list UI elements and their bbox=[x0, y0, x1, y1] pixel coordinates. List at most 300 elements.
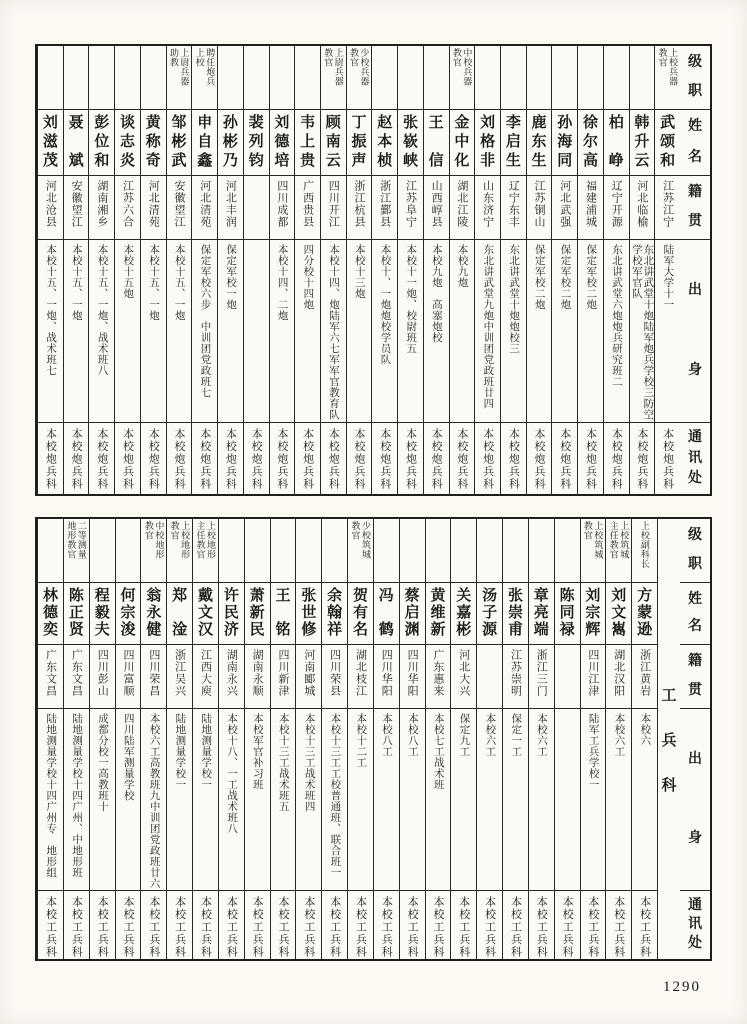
contact-cell-text: 本校炮兵科 bbox=[404, 428, 417, 491]
name-char: 翰 bbox=[327, 605, 343, 621]
name-char: 民 bbox=[223, 605, 239, 621]
person-column bbox=[551, 46, 577, 494]
header-char: 贯 bbox=[688, 214, 702, 229]
header-char: 职 bbox=[688, 84, 702, 99]
contact-cell-text: 本校炮兵科 bbox=[507, 428, 520, 491]
name-char: 桢 bbox=[377, 153, 393, 169]
name-char: 列 bbox=[248, 134, 264, 150]
origin-cell-text: 湖南永兴 bbox=[225, 649, 238, 697]
contact-cell-text: 本校炮兵科 bbox=[635, 428, 648, 491]
header-char: 职 bbox=[688, 557, 702, 572]
rank-cell bbox=[193, 519, 218, 583]
name-char: 黄 bbox=[430, 588, 446, 604]
background-cell bbox=[64, 709, 89, 891]
name-cell bbox=[322, 583, 347, 645]
rank-text: 上校地形 主任教官 bbox=[195, 521, 216, 569]
name-char: 尔 bbox=[582, 134, 598, 150]
background-cell bbox=[398, 240, 423, 423]
background-cell-text: 本校十三工战术班五 bbox=[277, 713, 289, 812]
background-cell-text: 本校十一炮、校尉班五 bbox=[405, 244, 417, 354]
background-cell bbox=[501, 240, 526, 423]
background-cell bbox=[244, 240, 269, 423]
name-char: 嶲 bbox=[611, 622, 627, 638]
name-char: 夫 bbox=[94, 622, 110, 638]
origin-cell-text: 江苏阜宁 bbox=[404, 180, 417, 228]
name-char: 何 bbox=[120, 588, 136, 604]
contact-cell-text: 本校工兵科 bbox=[276, 896, 289, 959]
contact-cell-text: 本校工兵科 bbox=[251, 896, 264, 959]
name-char: 汉 bbox=[198, 622, 214, 638]
background-cell bbox=[400, 709, 425, 891]
background-cell-text: 保定军校二炮 bbox=[585, 244, 597, 310]
origin-cell-text: 河北丰润 bbox=[224, 180, 237, 228]
name-cell bbox=[244, 110, 269, 176]
header-char: 名 bbox=[688, 619, 702, 634]
name-cell bbox=[141, 110, 166, 176]
name-char: 永 bbox=[146, 605, 162, 621]
name-cell bbox=[604, 110, 629, 176]
origin-cell bbox=[38, 176, 63, 240]
contact-cell-text: 本校炮兵科 bbox=[353, 428, 366, 491]
background-cell-text: 本校军官补习班 bbox=[251, 713, 263, 790]
background-cell bbox=[219, 709, 244, 891]
rank-cell bbox=[348, 519, 373, 583]
name-char: 位 bbox=[94, 134, 110, 150]
contact-cell-text: 本校工兵科 bbox=[173, 896, 186, 959]
rank-text: 上校地形 教官 bbox=[169, 521, 191, 569]
person-column bbox=[654, 46, 680, 494]
person-column bbox=[166, 46, 192, 494]
person-column bbox=[347, 519, 373, 959]
section-char: 科 bbox=[661, 777, 677, 794]
background-cell-text: 本校十五炮 bbox=[122, 244, 134, 299]
contact-cell bbox=[64, 891, 89, 959]
origin-cell-text: 四川新津 bbox=[276, 649, 289, 697]
contact-cell-text: 本校工兵科 bbox=[612, 896, 625, 959]
name-cell bbox=[296, 583, 321, 645]
contact-cell-text: 本校炮兵科 bbox=[172, 428, 185, 491]
rank-cell bbox=[38, 519, 63, 583]
contact-cell bbox=[503, 891, 528, 959]
background-cell-text: 四川陆军测量学校 bbox=[122, 713, 134, 801]
person-column bbox=[449, 46, 475, 494]
name-char: 方 bbox=[637, 588, 653, 604]
person-column bbox=[554, 519, 580, 959]
rank-cell bbox=[218, 46, 243, 110]
origin-cell-text: 四川成都 bbox=[275, 180, 288, 228]
person-column bbox=[166, 519, 192, 959]
background-cell bbox=[555, 709, 580, 891]
name-char: 源 bbox=[482, 622, 498, 638]
origin-cell bbox=[245, 645, 270, 709]
header-char: 级 bbox=[688, 55, 702, 70]
contact-cell-text: 本校炮兵科 bbox=[44, 428, 57, 491]
name-cell bbox=[578, 110, 603, 176]
contact-cell-text: 本校炮兵科 bbox=[661, 428, 674, 491]
contact-cell-text: 本校工兵科 bbox=[535, 896, 548, 959]
name-char: 自 bbox=[197, 134, 213, 150]
name-char: 戴 bbox=[198, 588, 214, 604]
header-char: 出 bbox=[688, 752, 702, 767]
name-char: 炎 bbox=[120, 153, 136, 169]
origin-cell bbox=[193, 645, 218, 709]
person-column bbox=[217, 46, 243, 494]
origin-cell-text: 山西崞县 bbox=[430, 180, 443, 228]
row-header-origin bbox=[680, 176, 710, 240]
person-column bbox=[423, 46, 449, 494]
origin-cell bbox=[503, 645, 528, 709]
contact-cell-text: 本校工兵科 bbox=[328, 896, 341, 959]
origin-cell bbox=[271, 645, 296, 709]
contact-cell bbox=[348, 891, 373, 959]
name-char: 和 bbox=[660, 153, 676, 169]
rank-cell bbox=[295, 46, 320, 110]
contact-cell-text: 本校工兵科 bbox=[225, 896, 238, 959]
origin-cell-text: 湖北枝江 bbox=[354, 649, 367, 697]
origin-cell bbox=[244, 176, 269, 240]
person-column bbox=[502, 519, 528, 959]
name-char: 信 bbox=[428, 153, 444, 169]
name-cell bbox=[632, 583, 657, 645]
rank-cell bbox=[116, 519, 141, 583]
header-char: 处 bbox=[688, 936, 702, 951]
name-cell bbox=[450, 110, 475, 176]
section-char: 兵 bbox=[661, 732, 677, 749]
name-cell bbox=[116, 583, 141, 645]
contact-cell-text: 本校炮兵科 bbox=[327, 428, 340, 491]
name-cell bbox=[398, 110, 423, 176]
name-cell bbox=[115, 110, 140, 176]
background-cell bbox=[89, 240, 114, 423]
background-cell bbox=[451, 709, 476, 891]
person-column bbox=[88, 46, 114, 494]
background-cell-text: 保定军校一炮 bbox=[225, 244, 237, 310]
name-char: 彬 bbox=[171, 134, 187, 150]
person-column bbox=[320, 46, 346, 494]
name-cell bbox=[64, 110, 89, 176]
name-cell bbox=[475, 110, 500, 176]
origin-cell-text: 辽宁开源 bbox=[610, 180, 623, 228]
background-cell-text: 本校十五、一炮 bbox=[148, 244, 160, 321]
background-cell bbox=[372, 240, 397, 423]
person-column bbox=[37, 46, 63, 494]
name-char: 新 bbox=[249, 605, 265, 621]
contact-cell-text: 本校炮兵科 bbox=[455, 428, 468, 491]
name-char: 同 bbox=[559, 605, 575, 621]
name-cell bbox=[581, 583, 606, 645]
contact-cell bbox=[374, 891, 399, 959]
contact-cell bbox=[578, 423, 603, 494]
name-cell bbox=[193, 583, 218, 645]
name-cell bbox=[64, 583, 89, 645]
name-char: 生 bbox=[505, 153, 521, 169]
name-cell bbox=[451, 583, 476, 645]
rank-cell bbox=[578, 46, 603, 110]
background-cell-text: 本校十三炮 bbox=[353, 244, 365, 299]
name-char: 健 bbox=[146, 622, 162, 638]
background-cell-text: 本校十四、炮陆军六七军军官教育队 bbox=[328, 244, 340, 420]
origin-cell-text: 江苏崇明 bbox=[509, 649, 522, 697]
origin-cell bbox=[90, 645, 115, 709]
header-char: 讯 bbox=[688, 450, 702, 466]
name-char: 孙 bbox=[557, 115, 573, 131]
background-cell-text: 本校十五、一炮 bbox=[70, 244, 82, 321]
person-column bbox=[140, 46, 166, 494]
name-char: 浚 bbox=[120, 622, 136, 638]
contact-cell bbox=[167, 891, 192, 959]
rank-cell bbox=[632, 519, 657, 583]
background-cell bbox=[581, 709, 606, 891]
origin-cell bbox=[270, 176, 295, 240]
rank-cell bbox=[630, 46, 655, 110]
row-header-rank bbox=[680, 519, 710, 583]
name-char: 武 bbox=[171, 153, 187, 169]
rank-cell bbox=[64, 46, 89, 110]
artillery-section-table bbox=[35, 44, 712, 496]
background-cell-text: 本校六工 bbox=[484, 713, 496, 757]
name-char: 贺 bbox=[352, 588, 368, 604]
row-header-column bbox=[680, 46, 710, 494]
row-header-origin bbox=[680, 645, 710, 709]
origin-cell bbox=[219, 645, 244, 709]
contact-cell bbox=[400, 891, 425, 959]
name-char: 滋 bbox=[42, 134, 58, 150]
contact-cell-text: 本校炮兵科 bbox=[147, 428, 160, 491]
name-cell bbox=[348, 583, 373, 645]
origin-cell-text: 四川彭山 bbox=[96, 649, 109, 697]
background-cell-text: 陆军大学十一 bbox=[662, 244, 674, 310]
name-char: 祥 bbox=[327, 622, 343, 638]
header-char: 通 bbox=[688, 898, 702, 913]
person-column bbox=[399, 519, 425, 959]
rank-text: 中校兵器 教官 bbox=[451, 48, 473, 96]
name-char: 新 bbox=[430, 622, 446, 638]
rank-cell bbox=[424, 46, 449, 110]
rank-cell bbox=[655, 46, 680, 110]
origin-cell-text: 广东惠来 bbox=[431, 649, 444, 697]
origin-cell bbox=[450, 176, 475, 240]
name-cell bbox=[141, 583, 166, 645]
origin-cell bbox=[89, 176, 114, 240]
origin-cell-text: 江苏铜山 bbox=[533, 180, 546, 228]
contact-cell bbox=[89, 423, 114, 494]
header-char: 通 bbox=[688, 430, 702, 445]
origin-cell-text: 湖北江陵 bbox=[455, 180, 468, 228]
contact-cell bbox=[245, 891, 270, 959]
row-header-name bbox=[680, 110, 710, 176]
background-cell bbox=[347, 240, 372, 423]
background-cell bbox=[503, 709, 528, 891]
person-column bbox=[37, 519, 63, 959]
origin-cell-text: 河北武强 bbox=[558, 180, 571, 228]
name-char: 张 bbox=[301, 588, 317, 604]
contact-cell bbox=[424, 423, 449, 494]
contact-cell bbox=[141, 891, 166, 959]
name-cell bbox=[245, 583, 270, 645]
rank-cell bbox=[115, 46, 140, 110]
person-column bbox=[218, 519, 244, 959]
contact-cell bbox=[630, 423, 655, 494]
origin-cell-text: 浙江三门 bbox=[535, 649, 548, 697]
person-column bbox=[476, 519, 502, 959]
header-char: 级 bbox=[688, 528, 702, 543]
contact-cell bbox=[192, 423, 217, 494]
origin-cell bbox=[475, 176, 500, 240]
origin-cell-text: 湖南永顺 bbox=[251, 649, 264, 697]
name-char: 禄 bbox=[559, 622, 575, 638]
name-cell bbox=[38, 583, 63, 645]
background-cell-text: 保定军校六步 中训团党政班七 bbox=[199, 244, 211, 398]
origin-cell bbox=[424, 176, 449, 240]
rank-text: 少校兵器 教官 bbox=[349, 48, 370, 96]
contact-cell bbox=[38, 423, 63, 494]
contact-cell bbox=[90, 891, 115, 959]
name-char: 上 bbox=[300, 134, 316, 150]
background-cell-text: 东北讲武堂六炮炮兵研究班二 bbox=[610, 244, 622, 387]
name-cell bbox=[424, 110, 449, 176]
background-cell-text: 本校七工战术班 bbox=[432, 713, 444, 790]
background-cell bbox=[38, 240, 63, 423]
name-cell bbox=[321, 110, 346, 176]
background-cell-text: 本校八工 bbox=[381, 713, 393, 757]
rank-cell bbox=[192, 46, 217, 110]
contact-cell-text: 本校工兵科 bbox=[354, 896, 367, 959]
origin-cell-text: 四川华阳 bbox=[380, 649, 393, 697]
name-cell bbox=[501, 110, 526, 176]
name-char: 和 bbox=[94, 153, 110, 169]
background-cell-text: 陆军工兵学校一 bbox=[587, 713, 599, 790]
name-char: 鹤 bbox=[378, 622, 394, 638]
contact-cell bbox=[115, 423, 140, 494]
person-column bbox=[191, 46, 217, 494]
rank-cell bbox=[38, 46, 63, 110]
name-char: 许 bbox=[223, 588, 239, 604]
header-char: 讯 bbox=[688, 917, 702, 932]
name-char: 奇 bbox=[145, 153, 161, 169]
origin-cell-text: 湖南湘乡 bbox=[95, 180, 108, 228]
contact-cell-text: 本校炮兵科 bbox=[533, 428, 546, 491]
person-column bbox=[114, 46, 140, 494]
background-cell bbox=[141, 709, 166, 891]
background-cell bbox=[606, 709, 631, 891]
name-char: 李 bbox=[505, 115, 521, 131]
contact-cell-text: 本校炮兵科 bbox=[558, 428, 571, 491]
contact-cell bbox=[451, 891, 476, 959]
origin-cell bbox=[64, 176, 89, 240]
row-header-column bbox=[680, 519, 710, 959]
name-char: 非 bbox=[480, 153, 496, 169]
rank-cell bbox=[244, 46, 269, 110]
name-char: 鑫 bbox=[197, 153, 213, 169]
origin-cell-text: 四川华阳 bbox=[406, 649, 419, 697]
name-char: 亮 bbox=[533, 605, 549, 621]
rank-text: 上校兵器 教官 bbox=[657, 48, 679, 96]
name-cell bbox=[271, 583, 296, 645]
name-char: 刘 bbox=[274, 115, 290, 131]
background-cell bbox=[374, 709, 399, 891]
name-char: 宗 bbox=[120, 605, 136, 621]
origin-cell bbox=[374, 645, 399, 709]
name-cell bbox=[167, 583, 192, 645]
origin-cell-text: 湖北汉阳 bbox=[612, 649, 625, 697]
background-cell bbox=[348, 709, 373, 891]
name-char: 化 bbox=[454, 153, 470, 169]
name-char: 有 bbox=[352, 605, 368, 621]
name-char: 柏 bbox=[608, 115, 624, 131]
name-cell bbox=[630, 110, 655, 176]
name-char: 生 bbox=[531, 153, 547, 169]
contact-cell-text: 本校工兵科 bbox=[380, 896, 393, 959]
name-cell bbox=[347, 110, 372, 176]
origin-cell bbox=[348, 645, 373, 709]
contact-cell bbox=[552, 423, 577, 494]
name-char: 称 bbox=[145, 134, 161, 150]
background-cell bbox=[271, 709, 296, 891]
name-char: 邹 bbox=[171, 115, 187, 131]
origin-cell bbox=[167, 176, 192, 240]
origin-cell bbox=[64, 645, 89, 709]
origin-cell-text: 浙江吴兴 bbox=[173, 649, 186, 697]
header-char: 姓 bbox=[688, 592, 702, 607]
name-char: 冯 bbox=[378, 588, 394, 604]
contact-cell bbox=[632, 891, 657, 959]
person-column bbox=[474, 46, 500, 494]
background-cell bbox=[477, 709, 502, 891]
name-char: 陈 bbox=[559, 588, 575, 604]
contact-cell bbox=[116, 891, 141, 959]
contact-cell bbox=[655, 423, 680, 494]
background-cell bbox=[321, 240, 346, 423]
header-char: 籍 bbox=[688, 654, 702, 669]
rank-text: 二等测量 地形教官 bbox=[66, 521, 87, 569]
rank-cell bbox=[321, 46, 346, 110]
rank-cell bbox=[501, 46, 526, 110]
contact-cell-text: 本校炮兵科 bbox=[224, 428, 237, 491]
origin-cell bbox=[321, 176, 346, 240]
name-char: 刘 bbox=[480, 115, 496, 131]
origin-cell bbox=[632, 645, 657, 709]
name-char: 王 bbox=[275, 588, 291, 604]
rank-cell bbox=[167, 46, 192, 110]
name-char: 甫 bbox=[507, 622, 523, 638]
name-cell bbox=[192, 110, 217, 176]
row-header-contact bbox=[680, 891, 710, 959]
contact-cell bbox=[271, 891, 296, 959]
rank-cell bbox=[64, 519, 89, 583]
name-char: 彬 bbox=[222, 134, 238, 150]
name-cell bbox=[527, 110, 552, 176]
contact-cell bbox=[529, 891, 554, 959]
origin-cell bbox=[451, 645, 476, 709]
name-char: 丁 bbox=[351, 115, 367, 131]
rank-cell bbox=[141, 519, 166, 583]
rank-cell bbox=[527, 46, 552, 110]
background-cell bbox=[529, 709, 554, 891]
name-char: 德 bbox=[43, 605, 59, 621]
name-char: 武 bbox=[660, 115, 676, 131]
background-cell bbox=[193, 709, 218, 891]
person-column bbox=[63, 519, 89, 959]
rank-cell bbox=[475, 46, 500, 110]
background-cell-text: 陆地测量学校一 bbox=[200, 713, 212, 790]
contact-cell-text: 本校工兵科 bbox=[199, 896, 212, 959]
background-cell bbox=[604, 240, 629, 423]
name-char: 金 bbox=[454, 115, 470, 131]
contact-cell-text: 本校炮兵科 bbox=[481, 428, 494, 491]
contact-cell-text: 本校炮兵科 bbox=[198, 428, 211, 491]
origin-cell bbox=[218, 176, 243, 240]
origin-cell bbox=[296, 645, 321, 709]
